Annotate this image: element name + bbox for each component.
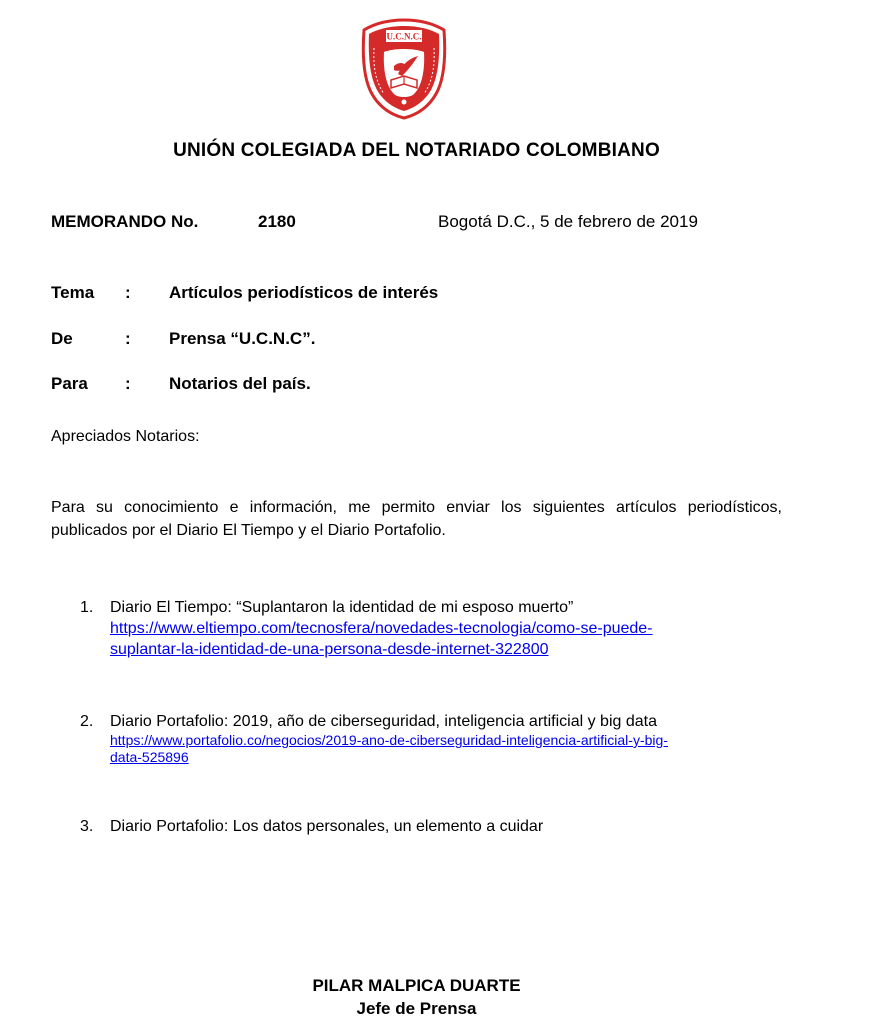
salutation: Apreciados Notarios: [51,428,200,445]
field-label: De [51,329,73,348]
list-item-title: Diario El Tiempo: “Suplantaron la identidad de mi esposo muerto” [110,599,574,616]
signatory-role: Jefe de Prensa [356,999,477,1018]
article-link[interactable]: https://www.eltiempo.com/tecnosfera/novedades-tecnologia/como-se-puede- [110,620,653,637]
field-value: Notarios del país. [169,374,311,393]
signatory-name: PILAR MALPICA DUARTE [312,976,521,995]
field-label: Para [51,374,88,393]
field-label: Tema [51,283,95,302]
ucnc-logo [358,18,450,120]
field-value: Prensa “U.C.N.C”. [169,329,316,348]
field-colon: : [125,374,131,393]
article-link[interactable]: https://www.portafolio.co/negocios/2019-ano-de-ciberseguridad-inteligencia-artificial-y-big- [110,732,668,748]
memo-date: Bogotá D.C., 5 de febrero de 2019 [438,212,698,231]
field-value: Artículos periodísticos de interés [169,283,439,302]
field-de [51,329,811,353]
organization-title: UNIÓN COLEGIADA DEL NOTARIADO COLOMBIANO [173,140,660,161]
list-item-number: 3. [80,818,94,835]
memo-number: 2180 [258,212,296,231]
field-colon: : [125,283,131,302]
shield-logo-icon [358,18,450,120]
article-link-continued[interactable]: suplantar-la-identidad-de-una-persona-desde-internet-322800 [110,641,549,658]
article-link-continued[interactable]: data-525896 [110,749,189,765]
list-item-title: Diario Portafolio: Los datos personales, un elemento a cuidar [110,818,544,835]
list-item-title: Diario Portafolio: 2019, año de ciberseguridad, inteligencia artificial y big data [110,713,657,730]
list-item-number: 1. [80,599,94,616]
field-tema [51,283,811,307]
list-item-number: 2. [80,713,94,730]
svg-text:U.C.N.C.: U.C.N.C. [386,31,422,42]
intro-paragraph: Para su conocimiento e información, me permito enviar los siguientes artículos periodísticos, publicados por el Diario El Tiempo y el Diario Portafolio. [51,499,782,539]
memo-label: MEMORANDO No. [51,212,199,231]
field-para [51,374,811,398]
field-colon: : [125,329,131,348]
